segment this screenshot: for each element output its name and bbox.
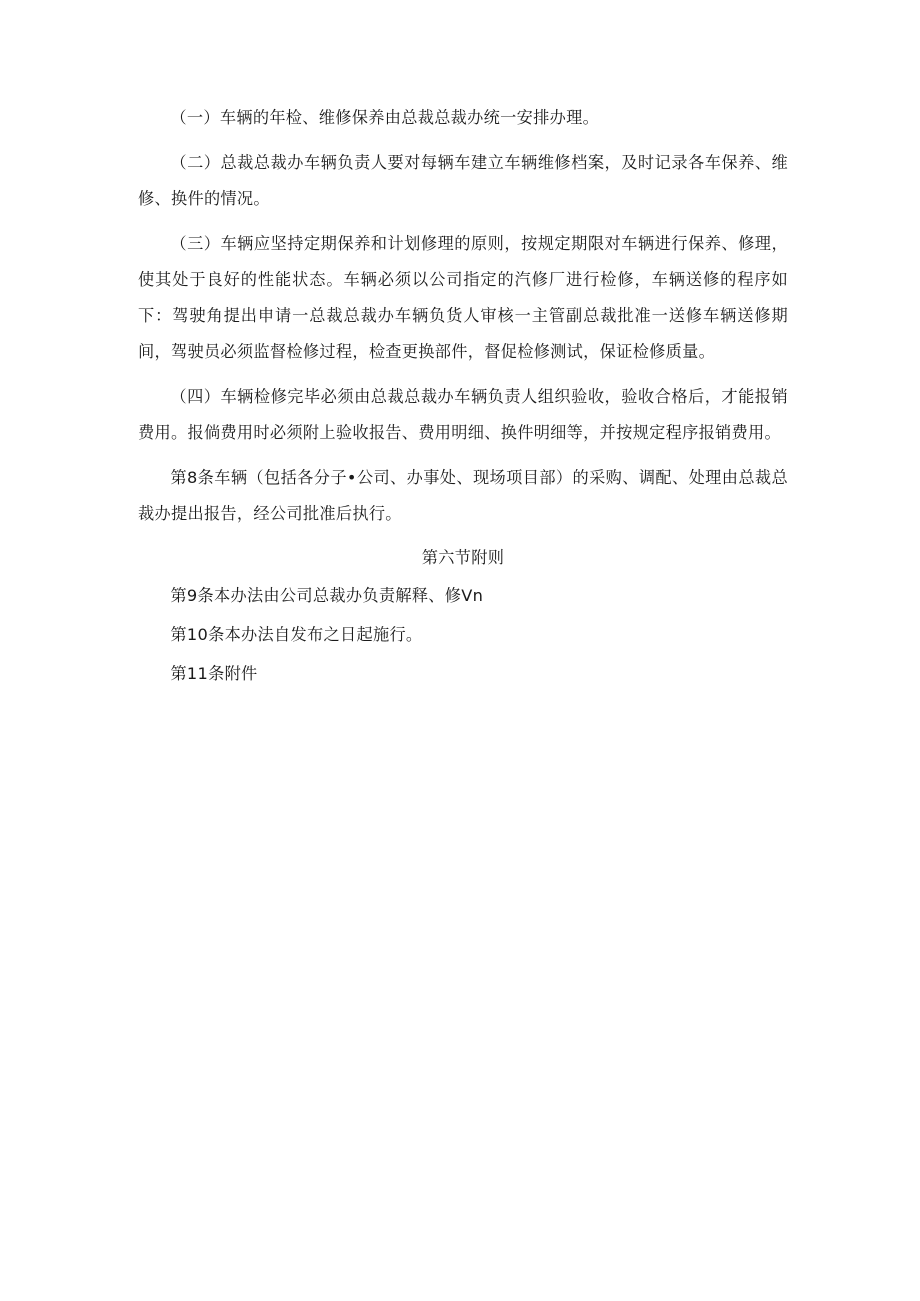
- paragraph-2: （二）总裁总裁办车辆负责人要对每辆车建立车辆维修档案，及时记录各车保养、维修、换件的情况。: [138, 153, 788, 208]
- section-heading: 第六节附则: [421, 548, 505, 567]
- paragraph-3: （三）车辆应坚持定期保养和计划修理的原则，按规定期限对车辆进行保养、修理，使其处于良好的性能状态。车辆必须以公司指定的汽修厂进行检修，车辆送修的程序如下：驾驶角提出申请一总裁总裁办车辆负货人审核一主管副总裁批准一送修车辆送修期间，驾驶员必须监督检修过程，检查更换部件，督促检修测试，保证检修质量。: [138, 234, 788, 361]
- article-11: 第11条附件: [170, 664, 258, 683]
- paragraph-1: （一）车辆的年检、维修保养由总裁总裁办统一安排办理。: [170, 108, 600, 127]
- article-8-paragraph: 第8条车辆（包括各分子•公司、办事处、现场项目部）的采购、调配、处理由总裁总裁办提出报告，经公司批准后执行。: [138, 468, 788, 523]
- document-body: [138, 100, 788, 695]
- article-10: 第10条本办法自发布之日起施行。: [170, 625, 423, 644]
- article-9: 第9条本办法由公司总裁办负责解释、修Vn: [170, 586, 484, 605]
- paragraph-4: （四）车辆检修完毕必须由总裁总裁办车辆负责人组织验收，验收合格后，才能报销费用。报倘费用时必须附上验收报告、费用明细、换件明细等，并按规定程序报销费用。: [138, 387, 788, 442]
